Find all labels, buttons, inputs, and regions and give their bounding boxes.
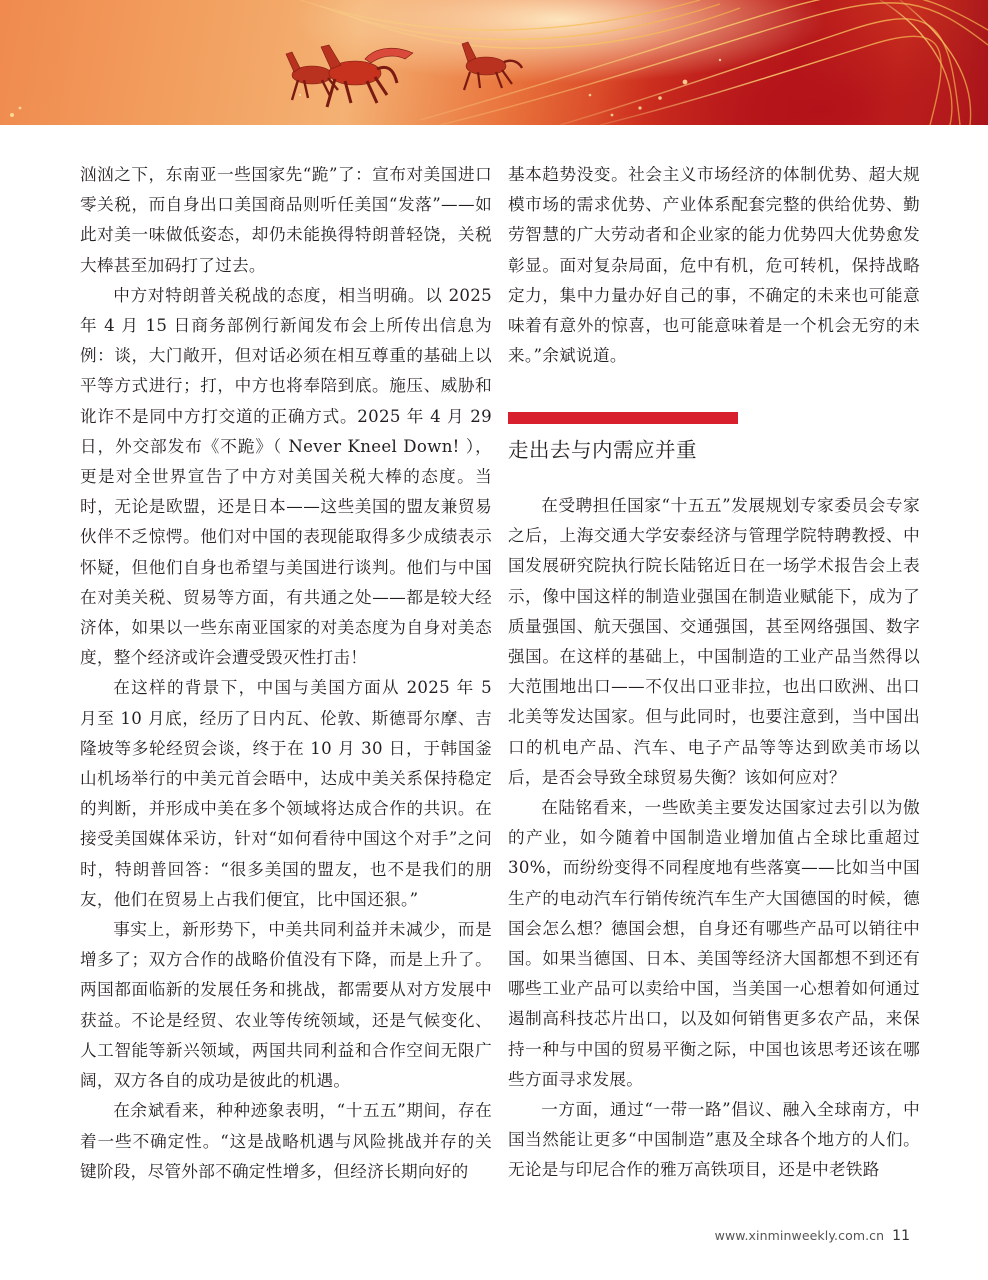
paragraph: 中方对特朗普关税战的态度，相当明确。以 2025 年 4 月 15 日商务部例行新闻发布会上所传出信息为例：谈，大门敞开，但对话必须在相互尊重的基础上以平等方式进行；打，中方也将奉陪到底。施压、威胁和讹诈不是同中方打交道的正确方式。2025 年 4 月 29 日，外交部发布《不跪》（ Never Kneel Down! ），更是对全世界宣告了中方对美国关税大棒的态度。当时，无论是欧盟，还是日本——这些美国的盟友兼贸易伙伴不乏惊愕。他们对中国的表现能取得多少成绩表示怀疑，但他们自身也希望与美国进行谈判。他们与中国在对美关税、贸易等方面，有共通之处——都是较大经济体，如果以一些东南亚国家的对美态度为自身对美态度，整个经济或许会遭受毁灭性打击！	[80, 285, 492, 668]
section-heading: 走出去与内需应并重	[508, 438, 697, 462]
section-accent-bar	[508, 412, 738, 424]
page-footer	[700, 1225, 910, 1244]
paragraph: 在陆铭看来，一些欧美主要发达国家过去引以为傲的产业，如今随着中国制造业增加值占全球比重超过 30%，而纷纷变得不同程度地有些落寞——比如当中国生产的电动汽车行销传统汽车生产大国德国的时候，德国会怎么想？德国会想，自身还有哪些产品可以销往中国。如果当德国、日本、美国等经济大国都想不到还有哪些工业产品可以卖给中国，当美国一心想着如何通过遏制高科技芯片出口，以及如何销售更多农产品，来保持一种与中国的贸易平衡之际，中国也该思考还该在哪些方面寻求发展。	[508, 798, 920, 1089]
right-column-section	[508, 491, 920, 1186]
paragraph-continued: 基本趋势没变。社会主义市场经济的体制优势、超大规模市场的需求优势、产业体系配套完整的供给优势、勤劳智慧的广大劳动者和企业家的能力优势四大优势愈发彰显。面对复杂局面，危中有机，危可转机，保持战略定力，集中力量办好自己的事，不确定的未来也可能意味着有意外的惊喜，也可能意味着是一个机会无穷的未来。”余斌说道。	[508, 165, 920, 366]
paragraph: 在余斌看来，种种迹象表明，“十五五”期间，存在着一些不确定性。“这是战略机遇与风险挑战并存的关键阶段，尽管外部不确定性增多，但经济长期向好的	[80, 1101, 492, 1181]
header-banner	[0, 0, 988, 125]
paragraph: 事实上，新形势下，中美共同利益并未减少，而是增多了；双方合作的战略价值没有下降，而是上升了。两国都面临新的发展任务和挑战，都需要从对方发展中获益。不论是经贸、农业等传统领域，还是气候变化、人工智能等新兴领域，两国共同利益和合作空间无限广阔，双方各自的成功是彼此的机遇。	[80, 920, 492, 1091]
banner-artwork	[0, 0, 988, 125]
paragraph: 在受聘担任国家“十五五”发展规划专家委员会专家之后，上海交通大学安泰经济与管理学院特聘教授、中国发展研究院执行院长陆铭近日在一场学术报告会上表示，像中国这样的制造业强国在制造业赋能下，成为了质量强国、航天强国、交通强国，甚至网络强国、数字强国。在这样的基础上，中国制造的工业产品当然得以大范围地出口——不仅出口亚非拉，也出口欧洲、出口北美等发达国家。但与此同时，也要注意到，当中国出口的机电产品、汽车、电子产品等等达到欧美市场以后，是否会导致全球贸易失衡？该如何应对？	[508, 496, 920, 787]
running-horses-illustration	[286, 42, 522, 107]
page-number: 11	[892, 1228, 910, 1244]
paragraph: 在这样的背景下，中国与美国方面从 2025 年 5 月至 10 月底，经历了日内瓦、伦敦、斯德哥尔摩、吉隆坡等多轮经贸会谈，终于在 10 月 30 日，于韩国釜山机场举行的中美元首会晤中，达成中美关系保持稳定的判断，并形成中美在多个领域将达成合作的共识。在接受美国媒体采访，针对“如何看待中国这个对手”之问时，特朗普回答：“很多美国的盟友，也不是我们的朋友，他们在贸易上占我们便宜，比中国还狠。”	[80, 678, 492, 909]
right-column-top	[508, 160, 920, 371]
gold-wave-lines	[300, 0, 988, 125]
paragraph-continued: 汹汹之下，东南亚一些国家先“跪”了：宣布对美国进口零关税，而自身出口美国商品则听任美国“发落”——如此对美一味做低姿态，却仍未能换得特朗普轻饶，关税大棒甚至加码打了过去。	[80, 165, 492, 275]
paragraph: 一方面，通过“一带一路”倡议、融入全球南方，中国当然能让更多“中国制造”惠及全球各个地方的人们。无论是与印尼合作的雅万高铁项目，还是中老铁路	[508, 1100, 920, 1180]
website-url: www.xinminweekly.com.cn	[714, 1228, 885, 1243]
left-column	[80, 160, 492, 1187]
